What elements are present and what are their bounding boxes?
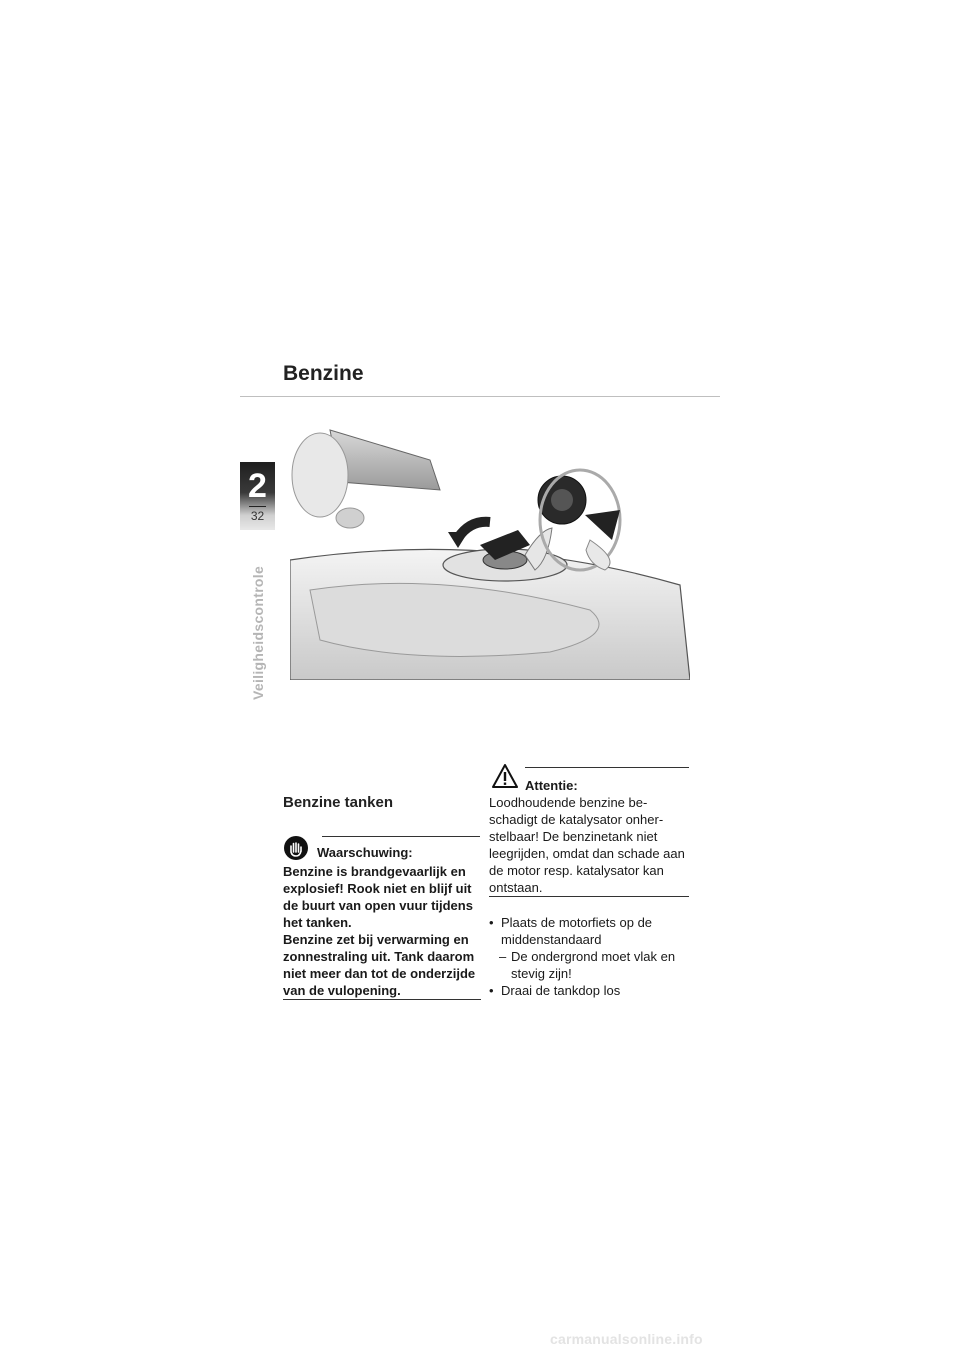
- list-bullet: •: [489, 915, 494, 930]
- list-item: [489, 982, 694, 999]
- list-item: [489, 948, 694, 982]
- exclamation-triangle-icon: [491, 763, 519, 789]
- page-number: 32: [250, 509, 265, 523]
- attention-text: Loodhoudende benzine be-schadigt de katalysator onher-stelbaar! De benzinetank niet leegrijden, omdat dan schade aan de motor resp. katalysator kan ontstaan.: [489, 795, 685, 895]
- list-bullet: •: [489, 983, 494, 998]
- list-item-text: Plaats de motorfiets op de middenstandaard: [501, 915, 653, 947]
- chapter-side-label: Veiligheidscontrole: [250, 565, 266, 700]
- warning-paragraph: Benzine is brandgevaarlijk en explosief! Rook niet en blijf uit de buurt van open vuur tijdens het tanken.: [283, 864, 473, 930]
- warning-paragraph: Benzine zet bij verwarming en zonnestraling uit. Tank daarom niet meer dan tot de onderzijde van de vulopening.: [283, 932, 476, 998]
- page-title: Benzine: [283, 362, 364, 385]
- section-heading: Benzine tanken: [283, 794, 394, 811]
- attention-top-rule: [525, 767, 689, 768]
- chapter-number: 2: [248, 467, 267, 505]
- stop-hand-icon: [283, 835, 309, 861]
- attention-heading: Attentie:: [525, 778, 578, 793]
- list-item-text: Draai de tankdop los: [501, 983, 621, 998]
- chapter-divider: [249, 506, 266, 507]
- title-divider: [240, 396, 720, 397]
- attention-bottom-rule: [489, 896, 689, 897]
- list-item-text: De ondergrond moet vlak en stevig zijn!: [511, 949, 676, 981]
- list-bullet: –: [499, 949, 507, 964]
- fuel-cap-illustration: [290, 420, 690, 680]
- warning-bottom-rule: [283, 999, 481, 1000]
- warning-heading: Waarschuwing:: [317, 845, 413, 860]
- warning-body: [283, 863, 481, 999]
- watermark: carmanualsonline.info: [550, 1331, 703, 1347]
- list-item: [489, 914, 694, 948]
- instruction-list: [489, 914, 694, 999]
- warning-top-rule: [322, 836, 480, 837]
